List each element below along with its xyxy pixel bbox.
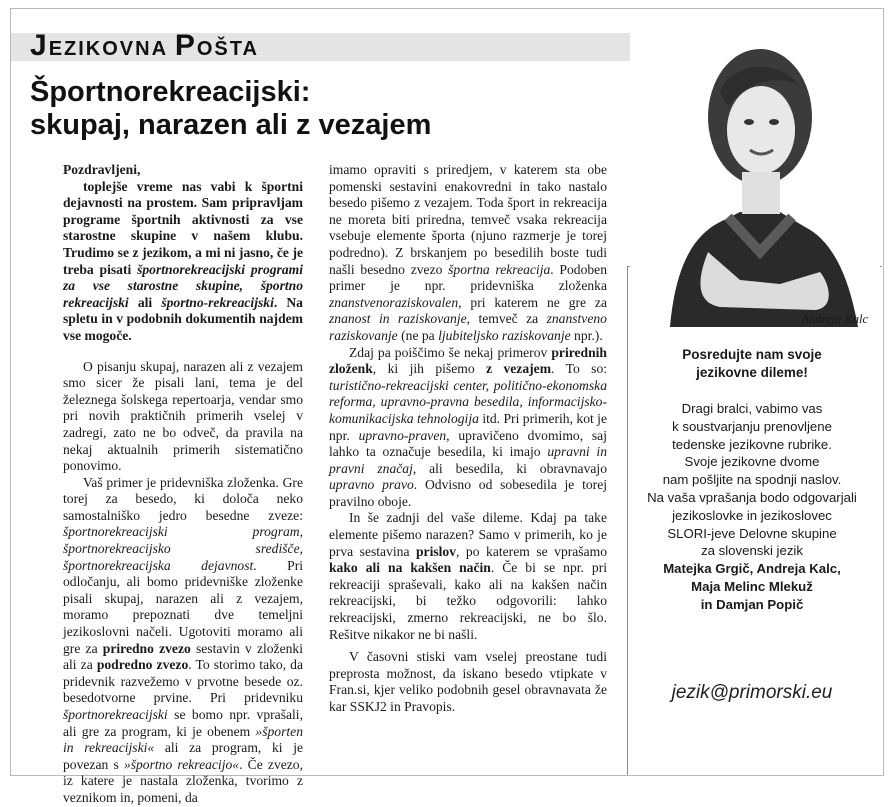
answer-paragraph-2: Vaš primer je pridevniška zloženka. Gre torej za besedo, ki določa neko samostalniško jedro besedne zveze: športnorekreacijski program, športnorekreacijsko središče, športnorekreacijska dejavnost. Pri odločanju, ali bomo pridevniške zloženke pisali skupaj, narazen ali z vezajem, moramo prepoznati dve temeljni jezikoslovni načeli. Ugotoviti moramo ali gre za priredno zvezo sestavin v zloženki ali za podredno zvezo. To storimo tako, da pridevnik razvežemo v prvotne besede oz. besedotvorne prvine. Pri pridevniku športnorekreacijski se bomo npr. vprašali, ali gre za program, ki je obenem »športen in rekreacijski« ali za program, ki je povezan s »športno rekreacijo«. Če zvezo, iz katere je nastala zloženka, tvorimo z veznikom in, pomeni, da xyxy=(63,474,304,805)
answer-paragraph-1: O pisanju skupaj, narazen ali z vezajem smo sicer že pisali lani, tema je del železnega šolskega repertoarja, vendar smo pri novih praktičnih primerih vselej v zadregi, zato ne bo odveč, da pravila na nekaj aktualnih primerih sistematično ponovimo. xyxy=(63,358,303,474)
answer-paragraph-6: V časovni stiski vam vselej preostane tudi preprosta možnost, da iskano besedo vtipkate v Fran.si, kjer veliko podobnih gesel obravnavata že kar SSKJ2 in Pravopis. xyxy=(329,649,607,714)
rubric-title: JEZIKOVNA POŠTA xyxy=(30,29,259,62)
greeting: Pozdravljeni, xyxy=(63,162,141,177)
sidebar-heading: Posredujte nam svoje jezikovne dileme! xyxy=(682,347,822,380)
article-column-1 xyxy=(63,162,303,807)
photo-caption: Andreja Kalc xyxy=(801,312,868,326)
author-photo xyxy=(630,22,880,327)
sidebar-body: Dragi bralci, vabimo vas k soustvarjanju prenovljene tedenske jezikovne rubrike. Svoje jezikovne dvome nam pošljite na spodnji naslov. Na vaša vprašanja bodo odgovarjali jezikoslovke in jezikoslovec SLORI-jeve Delovne skupine za slovenski jezik Matejka Grgič, Andreja Kalc, Maja Melinc Mlekuž in Damjan Popič xyxy=(633,400,871,614)
answer-paragraph-4: Zdaj pa poiščimo še nekaj primerov prirednih zloženk, ki jih pišemo z vezajem. To so: turistično-rekreacijski center, politično-ekonomska reforma, upravno-pravna besedila, informacijsko-komunikacijska tehnologija itd. Pri primerih, kot je npr. upravno-praven, upravičeno dvomimo, saj lahko ta označuje besedila, ki imajo upravni in pravni značaj, ali besedila, ki obravnavajo upravno pravo. Odvisno od sobesedila je torej pravilno oboje. xyxy=(329,344,608,509)
article-headline: Športnorekreacijski: skupaj, narazen ali z vezajem xyxy=(30,76,432,141)
contact-email-link[interactable]: jezik@primorski.eu xyxy=(671,682,833,703)
contributor-names: Matejka Grgič, Andreja Kalc, xyxy=(663,561,841,577)
article-column-2 xyxy=(329,162,607,716)
answer-paragraph-3: imamo opraviti s priredjem, v katerem sta obe pomenski sestavini enakovredni in tako nastalo besedo pišemo z vezajem. Toda šport in rekreacija ne moreta biti priredna, temveč vsaka rekreacija vsebuje elemente športa (njuno razmerje je torej podredno). Z brskanjem po besedilih boste tudi našli besedno zvezo športna rekreacija. Podoben primer je npr. pridevniška zloženka znanstvenoraziskovalen, pri katerem ne gre za znanost in raziskovanje, temveč za znanstveno raziskovanje (ne pa ljubiteljsko raziskovanje npr.). xyxy=(329,162,607,343)
answer-paragraph-5: In še zadnji del vaše dileme. Kdaj pa take elemente pišemo narazen? Samo v primerih, ko je prva sestavina prislov, po katerem se vprašamo kako ali na kakšen način. Če bi se npr. pri rekreaciji spraševali, kako ali na kakšen način rekreacijski, bi težko odgovorili: lahko rekreacijski, zmerno rekreacijski, ne bo šlo. Rešitve nikakor ne bi našli. xyxy=(329,510,607,642)
reader-letter: toplejše vreme nas vabi k športni dejavnosti na prostem. Sam pripravljam programe športnih aktivnosti za vse starostne skupine v našem klubu. Trudimo se z jezikom, a mi ni jasno, če je treba pisati športnorekreacijski programi za vse starostne skupine, športno rekreacijski ali športno-rekreacijski. Na spletu in v podobnih dokumentih najdem vse mogoče. xyxy=(63,178,303,343)
